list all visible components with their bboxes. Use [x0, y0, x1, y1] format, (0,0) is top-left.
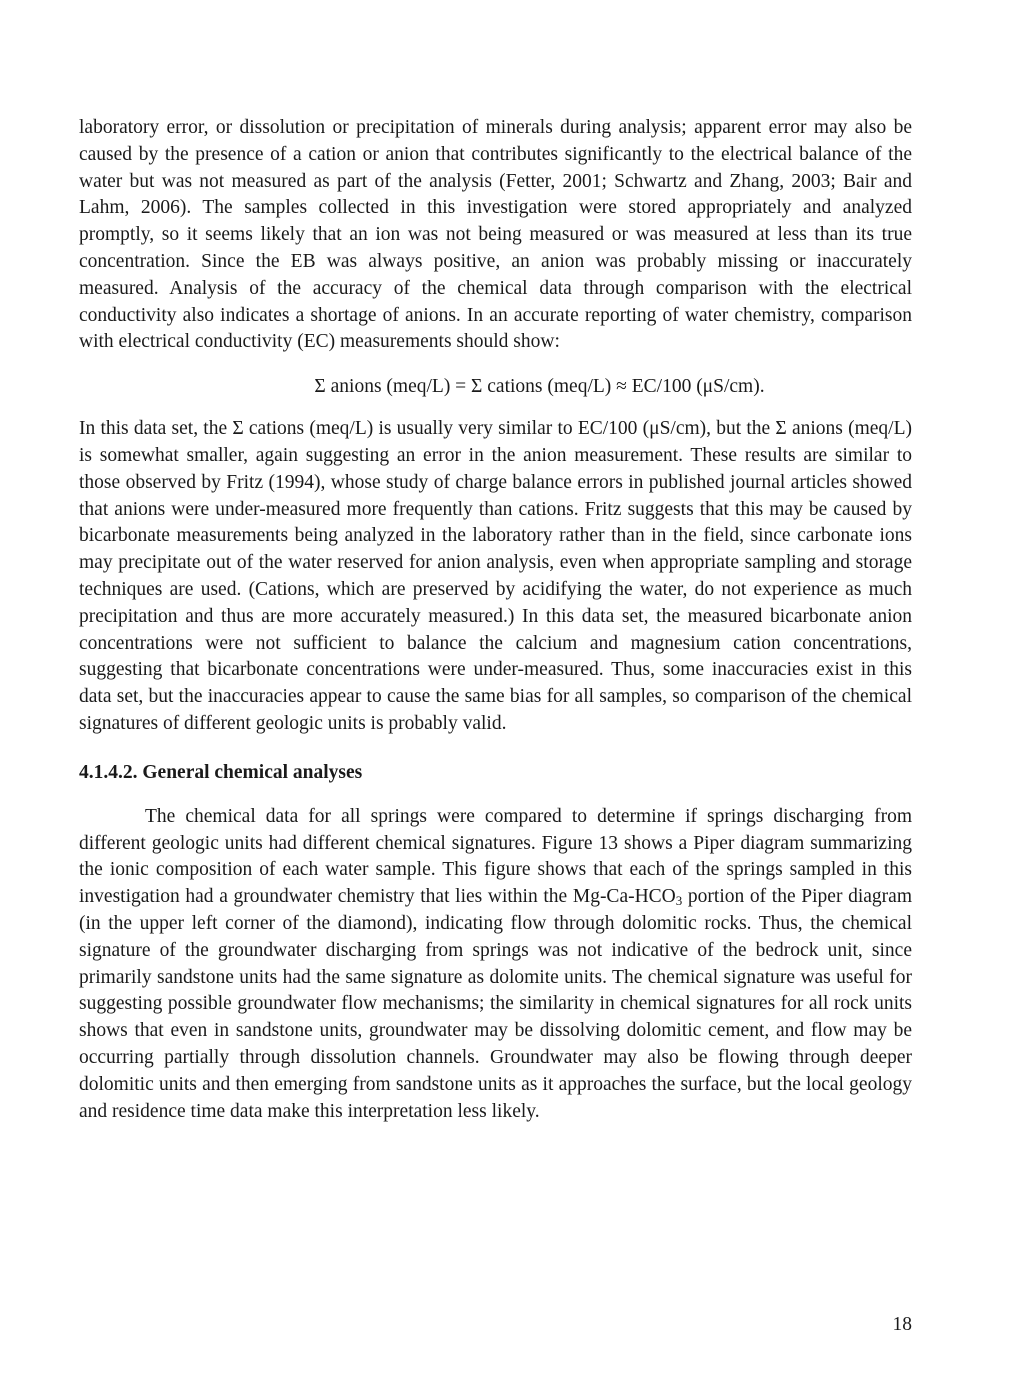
document-body [79, 115, 912, 1125]
paragraph-anion-discussion: In this data set, the Σ cations (meq/L) is usually very similar to EC/100 (μS/cm), but the Σ anions (meq/L) is somewhat smaller, again suggesting an error in the anion measurement. These results are similar to those observed by Fritz (1994), whose study of charge balance errors in published journal articles showed that anions were under-measured more frequently than cations. Fritz suggests that this may be caused by bicarbonate measurements being analyzed in the laboratory rather than in the field, since carbonate ions may precipitate out of the water reserved for anion analysis, even when appropriate sampling and storage techniques are used. (Cations, which are preserved by acidifying the water, do not experience as much precipitation and thus are more accurately measured.) In this data set, the measured bicarbonate anion concentrations were not sufficient to balance the calcium and magnesium cation concentrations, suggesting that bicarbonate concentrations were under-measured. Thus, some inaccuracies exist in this data set, but the inaccuracies appear to cause the same bias for all samples, so comparison of the chemical signatures of different geologic units is probably valid. [79, 418, 912, 734]
paragraph-text-part-2: portion of the Piper diagram (in the upper left corner of the diamond), indicating flow through dolomitic rocks. Thus, the chemical signature of the groundwater discharging from springs was not indicative of the bedrock unit, since primarily sandstone units had the same signature as dolomite units. The chemical signature was useful for suggesting possible groundwater flow mechanisms; the similarity in chemical signatures for all rock units shows that even in sandstone units, groundwater may be dissolving dolomitic cement, and flow may be occurring partially through dissolution channels. Groundwater may also be flowing through deeper dolomitic units and then emerging from sandstone units as it approaches the surface, but the local geology and residence time data make this interpretation less likely. [79, 886, 912, 1122]
paragraph-error-analysis: laboratory error, or dissolution or precipitation of minerals during analysis; apparent error may also be caused by the presence of a cation or anion that contributes significantly to the electrical balance of the water but was not measured as part of the analysis (Fetter, 2001; Schwartz and Zhang, 2003; Bair and Lahm, 2006). The samples collected in this investigation were stored appropriately and analyzed promptly, so it seems likely that an ion was not being measured or was measured at less than its true concentration. Since the EB was always positive, an anion was probably missing or inaccurately measured. Analysis of the accuracy of the chemical data through comparison with the electrical conductivity also indicates a shortage of anions. In an accurate reporting of water chemistry, comparison with electrical conductivity (EC) measurements should show: [79, 117, 912, 353]
charge-balance-equation: Σ anions (meq/L) = Σ cations (meq/L) ≈ EC/100 (μS/cm). [314, 376, 765, 398]
section-heading: 4.1.4.2. General chemical analyses [79, 761, 363, 783]
subscript-3: 3 [675, 893, 683, 909]
page-number: 18 [892, 1314, 912, 1335]
paragraph-chemical-analyses [79, 804, 912, 1126]
paragraph-text-part-1: The chemical data for all springs were compared to determine if springs discharging from different geologic units had different chemical signatures. Figure 13 shows a Piper diagram summarizing the ionic composition of each water sample. This figure shows that each of the springs sampled in this investigation had a groundwater chemistry that lies within the Mg-Ca-HCO [79, 805, 912, 908]
